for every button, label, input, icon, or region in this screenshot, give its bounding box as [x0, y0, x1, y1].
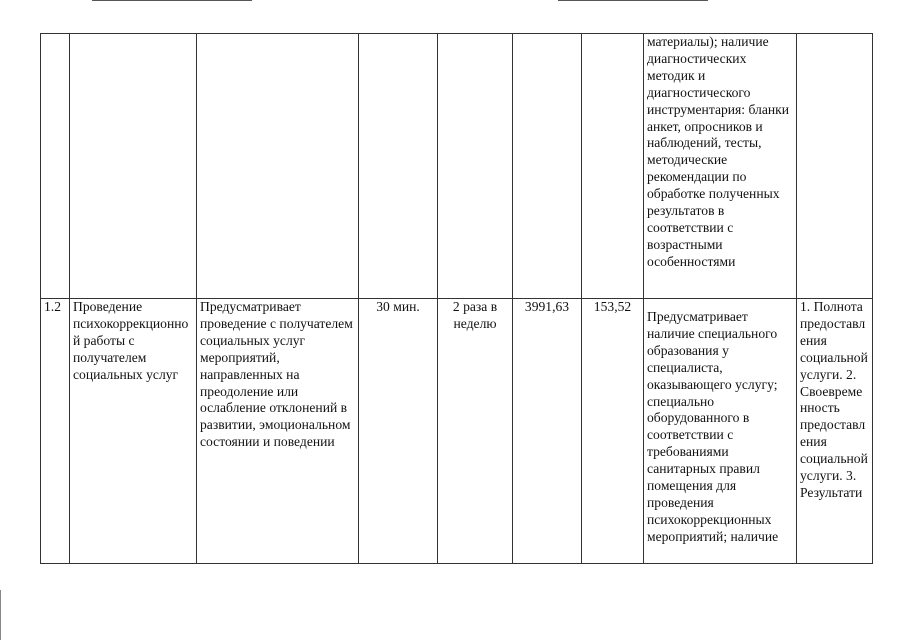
cell-conditions: Предусматривает наличие специального образования у специалиста, оказывающего услугу; специально оборудованного в соответствии с требованиями санитарных правил помещения для проведения психокоррекционных мероприятий; наличие — [644, 299, 797, 564]
cell-price: 153,52 — [582, 299, 644, 564]
cell-service-name: Проведение психокоррекционной работы с получателем социальных услуг — [70, 299, 197, 564]
cell-tariff: 3991,63 — [513, 299, 582, 564]
cell-conditions-continuation: материалы); наличие диагностических методик и диагностического инструментария: бланки анкет, опросников и наблюдений, тесты, методические рекомендации по обработке полученных результатов в соответствии с возрастными особенностями — [644, 34, 797, 299]
scan-edge-top-left — [92, 0, 252, 1]
cell-description-empty — [197, 34, 359, 299]
cell-duration: 30 мин. — [359, 299, 438, 564]
cell-service-description: Предусматривает проведение с получателем социальных услуг мероприятий, направленных на преодоление или ослабление отклонений в развитии, эмоциональном состоянии и поведении — [197, 299, 359, 564]
table-row-service-1-2 — [41, 299, 873, 564]
cell-row-number: 1.2 — [41, 299, 70, 564]
cell-criteria-empty — [797, 34, 873, 299]
cell-number-empty — [41, 34, 70, 299]
cell-frequency-empty — [438, 34, 513, 299]
scan-edge-left — [0, 590, 1, 640]
cell-quality-criteria: 1. Полнота предоставления социальной услуги. 2. Своевременность предоставления социальной услуги. 3. Результати — [797, 299, 873, 564]
cell-tariff-empty — [513, 34, 582, 299]
services-table — [40, 33, 873, 564]
scan-edge-top-right — [558, 0, 708, 1]
cell-service-empty — [70, 34, 197, 299]
cell-frequency: 2 раза в неделю — [438, 299, 513, 564]
cell-price-empty — [582, 34, 644, 299]
cell-duration-empty — [359, 34, 438, 299]
table-row-continuation — [41, 34, 873, 299]
